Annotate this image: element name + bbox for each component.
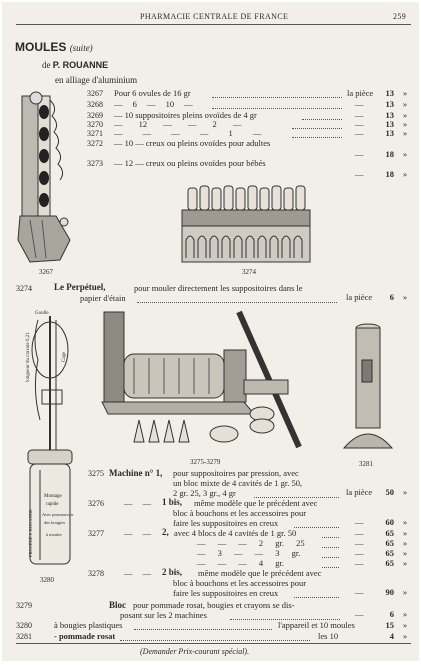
maker-line: de P. ROUANNE [42,60,109,70]
figure-3275-3279-caption: 3275-3279 [190,458,221,466]
figure-3267-illustration [16,90,76,265]
fig3280-label: rapide [46,502,59,507]
fig3280-side-label: longueur du cravate 0,21 [26,332,31,382]
fig3280-top-label: Goulle [35,311,49,316]
fig3280-label: Montage [44,494,62,499]
figure-3281-illustration [334,320,402,455]
running-title: PHARMACIE CENTRALE DE FRANCE [140,12,289,21]
figure-3267-caption: 3267 [39,268,53,276]
fig3280-label: des bougies [44,520,66,525]
alloy-subtitle: en alliage d'aluminium [55,75,138,85]
figure-3281-caption: 3281 [359,460,373,468]
fig3280-cage-label: Cage [62,351,67,362]
footer-rule [16,643,411,644]
section-title: MOULES (suite) [15,40,93,54]
page-number: 259 [393,12,407,21]
figure-3275-3279-illustration [94,302,309,452]
footer-note: (Demander Prix-courant spécial). [140,647,250,656]
fig3280-label: à mouler [46,532,62,537]
figure-3274-caption: 3274 [242,268,256,276]
catalog-page: PHARMACIE CENTRALE DE FRANCE 259 MOULES (suite) de P. ROUANNE en alliage d'aluminium 3267 Pour 6 ovules de 16 gr la pièce 13 » 3268 — 6 — 10 — — 13 » 3269 — 10 suppositoires pleins ovoïdes de 4 gr — 13 » 3270 — 12 — — 2 — — 13 » 3271 — — — — 1 — — 13 » 3272 — 10 — creux ou pleins ovoïdes pour adultes — 18 » 3273 — 12 — creux ou pleins ovoïdes pour bébés — 18 » 3267 3274 3274 Le Perpétuel, pour mouler directement les suppositoires dans le papier d'étain la pièce 6 » Goulle longueur du cravate 0,21 Cage Montage rapide Avec promouvoir des bougies à mouler PROCÉDÉ P. ROUANNE 3280 3275-3279 3281 3275 Machine n° 1, pour suppositoires par pression, avec un bloc mixte de 4 cavités de 1 gr. 50, 2 gr. 25, 3 gr., 4 gr la pièce 50 » 3276 — — 1 bis, même modèle que le précédent avec bloc à bouchons et les accessoires pour faire les suppositoires en creux — 60 » 3277 — — 2, avec 4 blocs de 4 cavités de 1 gr. 50 — — — 2 gr. 25 — 3 — — 3 gr. — — — 4 gr. — — — — 65 65 65 65 » » » » 3278 — — 2 bis, même modèle que le précédent avec bloc à bouchons et les accessoires pour faire les suppositoires en creux — 90 » 3279 Bloc pour pommade rosat, bougies et crayons se dis- posant sur les 2 machines — 6 » 3280 à bougies plastiques l'appareil et 10 moules 15 » 3281 - pommade rosat les 10 4 » (Demander Prix-courant spécial). [2,2,419,661]
figure-3280-caption: 3280 [40,576,54,584]
fig3280-label: Avec promouvoir [42,512,74,517]
fig3280-brand: PROCÉDÉ P. ROUANNE [28,509,33,557]
figure-3274-illustration [180,182,312,264]
header-rule [16,24,411,25]
